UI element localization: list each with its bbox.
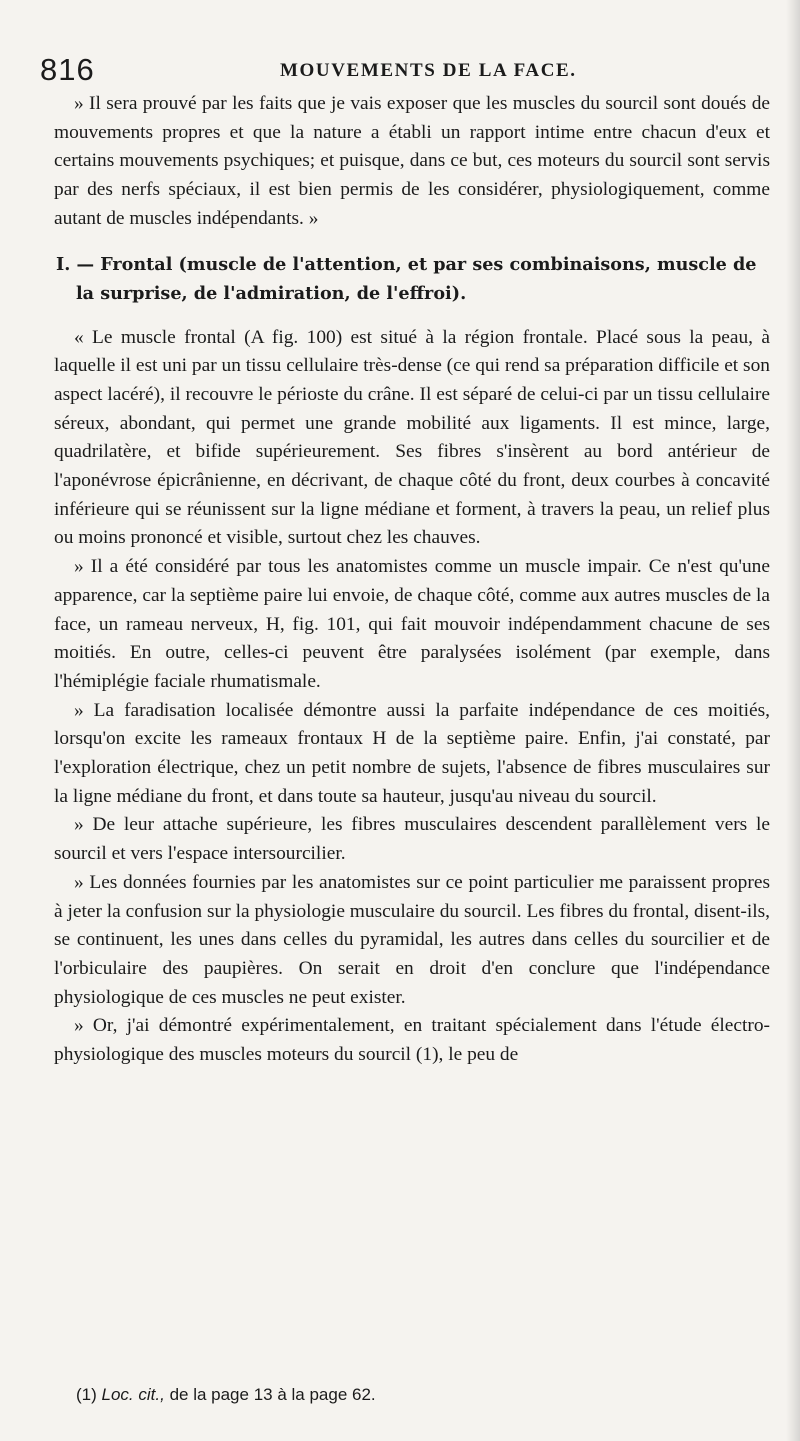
paragraph-4: » La faradisation localisée démontre aussi la parfaite indépendance de ces moitiés, lorsqu'on excite les rameaux frontaux H de la septième paire. Enfin, j'ai constaté, par l'exploration électrique, chez un petit nombre de sujets, l'absence de fibres musculaires sur la ligne médiane du front, et dans toute sa hauteur, jusqu'au niveau du sourcil. (54, 699, 770, 807)
page-edge-shadow (786, 0, 800, 1441)
footnote-marker: (1) (76, 1385, 97, 1404)
page-header (40, 50, 760, 90)
body-text (54, 90, 770, 1070)
paragraph-2: « Le muscle frontal (A fig. 100) est situé à la région frontale. Placé sous la peau, à laquelle il est uni par un tissu cellulaire très-dense (ce qui rend sa préparation difficile et son aspect lacéré), il recouvre le périoste du crâne. Il est séparé de celui-ci par un tissu cellulaire séreux, abondant, qui permet une grande mobilité aux ligaments. Il est mince, large, quadrilatère, et bifide supérieurement. Ses fibres s'insèrent au bord antérieur de l'aponévrose épicrânienne, en décrivant, de chaque côté du front, deux courbes à concavité inférieure qui se réunissent sur la ligne médiane et forment, à travers la peau, un relief plus ou moins prononcé et visible, surtout chez les chauves. (54, 326, 770, 549)
footnote-text: de la page 13 à la page 62. (169, 1385, 376, 1404)
paragraph-1: » Il sera prouvé par les faits que je vais exposer que les muscles du sourcil sont doués de mouvements propres et que la nature a établi un rapport intime entre chacun d'eux et certains mouvements psychiques; et puisque, dans ce but, ces moteurs du sourcil sont servis par des nerfs spéciaux, il est bien permis de les considérer, physiologiquement, comme autant de muscles indépendants. » (54, 93, 770, 229)
paragraph-3: » Il a été considéré par tous les anatomistes comme un muscle impair. Ce n'est qu'une apparence, car la septième paire lui envoie, de chaque côté, comme aux autres muscles de la face, un rameau nerveux, H, fig. 101, qui fait mouvoir indépendamment chacune de ses moitiés. En outre, celles-ci peuvent être paralysées isolément (par exemple, dans l'hémiplégie faciale rhumatismale. (54, 556, 770, 692)
running-title: MOUVEMENTS DE LA FACE. (280, 60, 577, 81)
page-number: 816 (40, 52, 95, 87)
paragraph-6: » Les données fournies par les anatomistes sur ce point particulier me paraissent propres à jeter la confusion sur la physiologie musculaire du sourcil. Les fibres du frontal, disent-ils, se continuent, les unes dans celles du pyramidal, les autres dans celles du sourcilier et de l'orbiculaire des paupières. On serait en droit d'en conclure que l'indépendance physiologique de ces muscles ne peut exister. (54, 871, 770, 1008)
footnote (76, 1383, 376, 1407)
section-heading: I. — Frontal (muscle de l'attention, et par ses combinaisons, muscle de la surprise, de l'admiration, de l'effroi). (56, 253, 757, 304)
paragraph-7: » Or, j'ai démontré expérimentalement, en traitant spécialement dans l'étude électro-physiologique des muscles moteurs du sourcil (1), le peu de (54, 1015, 770, 1066)
paragraph-5: » De leur attache supérieure, les fibres musculaires descendent parallèlement vers le sourcil et vers l'espace intersourcilier. (54, 814, 770, 865)
footnote-loc: Loc. cit., (101, 1385, 165, 1404)
